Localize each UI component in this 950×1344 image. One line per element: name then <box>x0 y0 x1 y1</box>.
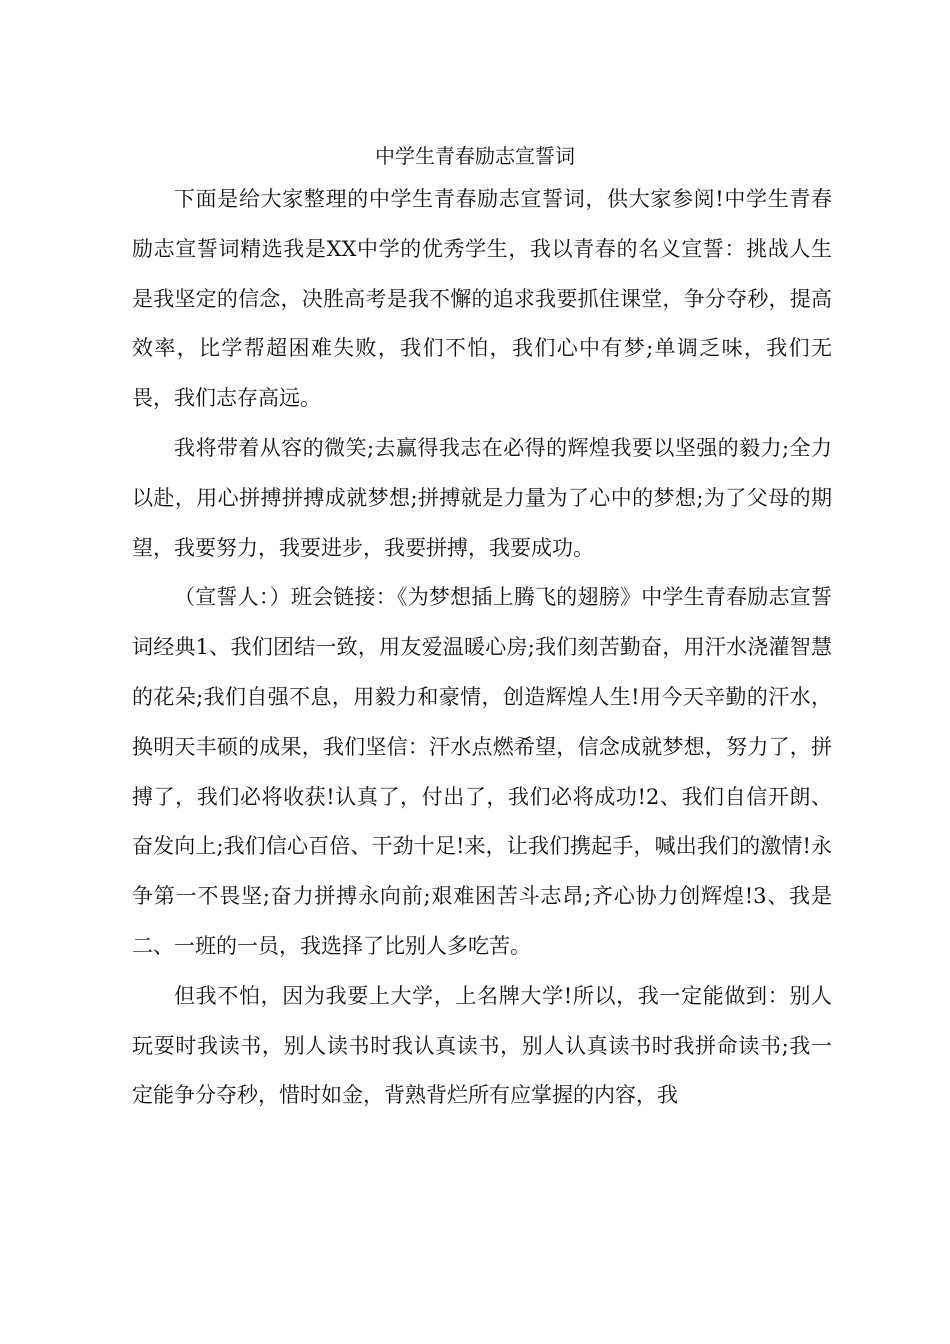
document-body <box>132 175 832 1121</box>
paragraph-3: （宣誓人：）班会链接：《为梦想插上腾飞的翅膀》中学生青春励志宣誓词经典1、我们团结一致，用友爱温暖心房;我们刻苦勤奋，用汗水浇灌智慧的花朵;我们自强不息，用毅力和豪情，创造辉煌人生!用今天辛勤的汗水，换明天丰硕的成果，我们坚信：汗水点燃希望，信念成就梦想，努力了，拼搏了，我们必将收获!认真了，付出了，我们必将成功!2、我们自信开朗、奋发向上;我们信心百倍、干劲十足!来，让我们携起手，喊出我们的激情!永争第一不畏坚;奋力拼搏永向前;艰难困苦斗志昂;齐心协力创辉煌!3、我是二、一班的一员，我选择了比别人多吃苦。 <box>132 585 832 958</box>
document-title: 中学生青春励志宣誓词 <box>375 144 575 168</box>
paragraph-1: 下面是给大家整理的中学生青春励志宣誓词，供大家参阅!中学生青春励志宣誓词精选我是XX中学的优秀学生，我以青春的名义宣誓：挑战人生是我坚定的信念，决胜高考是我不懈的追求我要抓住课堂，争分夺秒，提高效率，比学帮超困难失败，我们不怕，我们心中有梦;单调乏味，我们无畏，我们志存高远。 <box>132 187 832 411</box>
paragraph-2: 我将带着从容的微笑;去赢得我志在必得的辉煌我要以坚强的毅力;全力以赴，用心拼搏拼搏成就梦想;拼搏就是力量为了心中的梦想;为了父母的期望，我要努力，我要进步，我要拼搏，我要成功。 <box>132 435 832 560</box>
paragraph-4: 但我不怕，因为我要上大学，上名牌大学!所以，我一定能做到：别人玩耍时我读书，别人读书时我认真读书，别人认真读书时我拼命读书;我一定能争分夺秒，惜时如金，背熟背烂所有应掌握的内容，我 <box>132 983 832 1108</box>
